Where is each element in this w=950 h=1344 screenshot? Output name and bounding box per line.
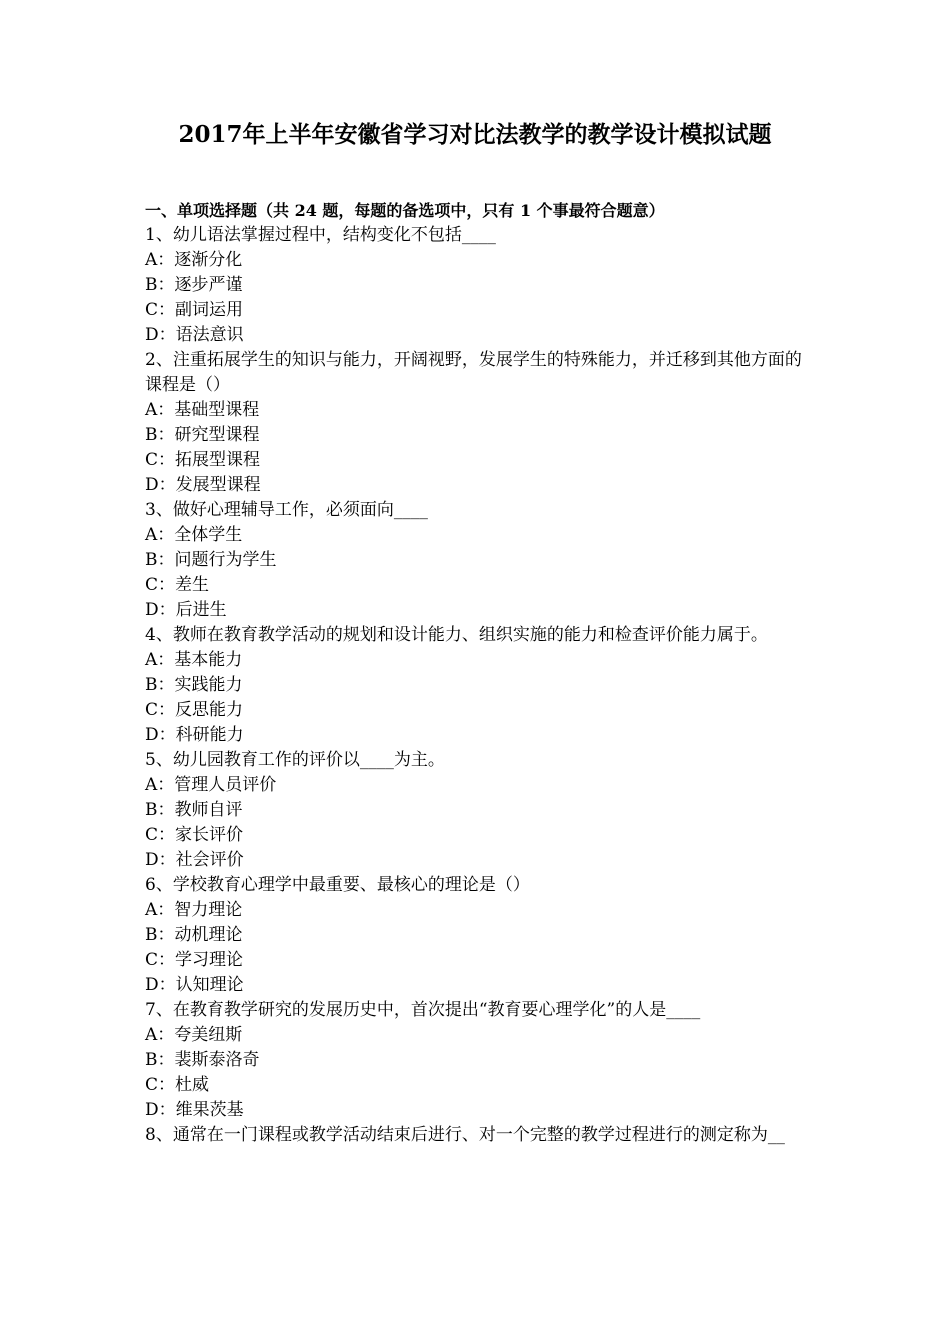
option: C：家长评价 [145,825,244,845]
option: B：实践能力 [145,675,243,695]
option: B：问题行为学生 [145,550,277,570]
option: D：后进生 [145,600,227,620]
option: B：裴斯泰洛奇 [145,1050,260,1070]
question-block [145,623,810,748]
question-section [145,198,810,1148]
question-block [145,748,810,873]
option: C：学习理论 [145,950,244,970]
option: D：认知理论 [145,975,244,995]
option: D：科研能力 [145,725,244,745]
question-text: 8、通常在一门课程或教学活动结束后进行、对一个完整的教学过程进行的测定称为__ [145,1125,785,1145]
question-block [145,998,810,1123]
question-block [145,223,810,348]
document-title: 2017年上半年安徽省学习对比法教学的教学设计模拟试题 [178,121,772,148]
section-heading: 一、单项选择题（共 24 题，每题的备选项中，只有 1 个事最符合题意） [145,201,665,220]
option: C：拓展型课程 [145,450,261,470]
question-text: 2、注重拓展学生的知识与能力，开阔视野，发展学生的特殊能力，并迁移到其他方面的课程是（） [145,350,802,395]
option: C：副词运用 [145,300,244,320]
question-text: 5、幼儿园教育工作的评价以____为主。 [145,750,445,770]
option: A：基本能力 [145,650,243,670]
option: A：全体学生 [145,525,243,545]
option: A：智力理论 [145,900,243,920]
option: D：社会评价 [145,850,244,870]
option: A：夸美纽斯 [145,1025,243,1045]
option: D：发展型课程 [145,475,261,495]
option: C：差生 [145,575,210,595]
question-block [145,1123,810,1148]
option: A：逐渐分化 [145,250,243,270]
question-text: 4、教师在教育教学活动的规划和设计能力、组织实施的能力和检查评价能力属于。 [145,625,768,645]
option: D：语法意识 [145,325,244,345]
option: A：管理人员评价 [145,775,277,795]
option: B：教师自评 [145,800,243,820]
question-block [145,498,810,623]
question-block [145,873,810,998]
question-text: 1、幼儿语法掌握过程中，结构变化不包括____ [145,225,496,245]
option: C：反思能力 [145,700,244,720]
question-text: 3、做好心理辅导工作，必须面向____ [145,500,428,520]
option: B：逐步严谨 [145,275,243,295]
option: D：维果茨基 [145,1100,244,1120]
question-text: 6、学校教育心理学中最重要、最核心的理论是（） [145,875,530,895]
option: C：杜威 [145,1075,210,1095]
option: A：基础型课程 [145,400,260,420]
question-text: 7、在教育教学研究的发展历史中，首次提出“教育要心理学化”的人是____ [145,1000,701,1020]
option: B：动机理论 [145,925,243,945]
question-block [145,348,810,498]
option: B：研究型课程 [145,425,260,445]
